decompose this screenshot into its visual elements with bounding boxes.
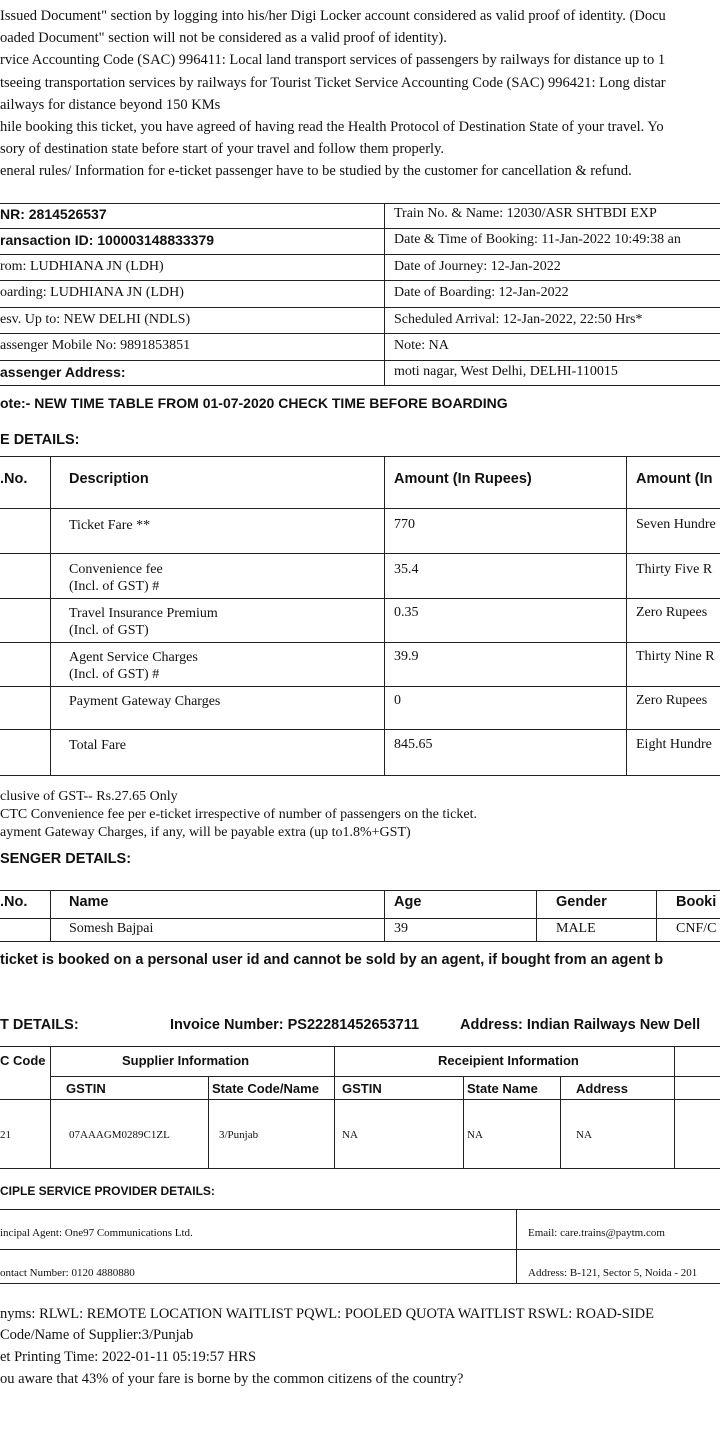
principal-contact: ontact Number: 0120 4880880 [0,1267,135,1279]
note-line: oaded Document" section will not be considered as a valid proof of identity). [0,30,447,46]
fare-col-description: Description [69,471,149,487]
fare-subsidy-note: ou aware that 43% of your fare is borne by the common citizens of the country? [0,1371,464,1387]
gst-sub-gstin: GSTIN [66,1081,106,1096]
fare-row-description: Travel Insurance Premium (Incl. of GST) [69,606,218,638]
fare-row-amount: 35.4 [394,562,419,577]
fare-total-amount: 845.65 [394,737,433,752]
printing-time: et Printing Time: 2022-01-11 05:19:57 HRS [0,1349,257,1365]
passenger-booking-status: CNF/C [676,921,717,936]
recipient-gstin: NA [342,1129,358,1141]
train-name: Train No. & Name: 12030/ASR SHTBDI EXP [394,206,657,221]
journey-note: Note: NA [394,338,449,353]
fare-row-description: Agent Service Charges (Incl. of GST) # [69,650,198,682]
principal-address: Address: B-121, Sector 5, Noida - 201 [528,1267,698,1279]
note-line: hile booking this ticket, you have agreed of having read the Health Protocol of Destination State of your travel. Yo [0,119,664,135]
recipient-address: NA [576,1129,592,1141]
timetable-note: ote:- NEW TIME TABLE FROM 01-07-2020 CHECK TIME BEFORE BOARDING [0,395,508,411]
fare-row-words: Zero Rupees [636,693,708,708]
boarding-station: oarding: LUDHIANA JN (LDH) [0,285,184,300]
fare-note: ayment Gateway Charges, if any, will be payable extra (up to1.8%+GST) [0,825,411,840]
fare-row-description: Payment Gateway Charges [69,694,221,709]
passenger-gender: MALE [556,921,596,936]
from-station: rom: LUDHIANA JN (LDH) [0,259,164,274]
passenger-address-label: assenger Address: [0,364,126,380]
passenger-address: moti nagar, West Delhi, DELHI-110015 [394,364,618,379]
resv-upto: esv. Up to: NEW DELHI (NDLS) [0,312,191,327]
passenger-mobile: assenger Mobile No: 9891853851 [0,338,191,353]
passenger-name: Somesh Bajpai [69,921,154,936]
fare-row-description: Convenience fee (Incl. of GST) # [69,562,163,594]
fare-row-description: Ticket Fare ** [69,518,151,533]
booking-time: Date & Time of Booking: 11-Jan-2022 10:49:38 an [394,232,681,247]
gst-col-supplier: Supplier Information [122,1053,250,1068]
fare-row-amount: 0 [394,693,401,708]
fare-total-words: Eight Hundre [636,737,712,752]
fare-row-words: Thirty Nine R [636,649,715,664]
boarding-date: Date of Boarding: 12-Jan-2022 [394,285,569,300]
fare-row-words: Zero Rupees [636,605,708,620]
recipient-state: NA [467,1129,483,1141]
fare-row-amount: 770 [394,517,415,532]
fare-row-words: Thirty Five R [636,562,713,577]
fare-note: CTC Convenience fee per e-ticket irrespective of number of passengers on the ticket. [0,807,477,822]
gst-address: Address: Indian Railways New Dell [460,1017,701,1033]
passenger-age: 39 [394,921,408,936]
note-line: tseeing transportation services by railways for Tourist Ticket Service Accounting Code (SAC) 996421: Long distar [0,75,666,91]
principal-email: Email: care.trains@paytm.com [528,1227,665,1239]
supplier-gstin: 07AAAGM0289C1ZL [69,1129,170,1141]
gst-sub-state: State Code/Name [212,1081,319,1096]
acronyms-note: nyms: RLWL: REMOTE LOCATION WAITLIST PQWL: POOLED QUOTA WAITLIST RSWL: ROAD-SIDE [0,1306,654,1322]
agent-warning: ticket is booked on a personal user id and cannot be sold by an agent, if bought from an agent b [0,952,664,968]
passenger-col-booking: Booki [676,894,717,910]
fare-col-sno: .No. [0,471,28,487]
note-line: sory of destination state before start of your travel and follow them properly. [0,141,444,157]
note-line: ailways for distance beyond 150 KMs [0,97,221,113]
passenger-col-sno: .No. [0,894,28,910]
scheduled-arrival: Scheduled Arrival: 12-Jan-2022, 22:50 Hrs* [394,312,643,327]
passenger-heading: SENGER DETAILS: [0,851,132,867]
passenger-col-age: Age [394,894,422,910]
gst-col-code: C Code [0,1053,46,1068]
transaction-id: ransaction ID: 100003148833379 [0,232,215,248]
note-line: rvice Accounting Code (SAC) 996411: Local land transport services of passengers by railways for distance up to 1 [0,52,666,68]
gst-heading: T DETAILS: [0,1017,79,1033]
principal-heading: CIPLE SERVICE PROVIDER DETAILS: [0,1184,215,1198]
passenger-col-gender: Gender [556,894,607,910]
note-line: Issued Document" section by logging into his/her Digi Locker account considered as valid proof of identity. (Docu [0,8,666,24]
fare-col-amount: Amount (In Rupees) [394,471,532,487]
journey-date: Date of Journey: 12-Jan-2022 [394,259,561,274]
pnr-number: NR: 2814526537 [0,206,107,222]
passenger-col-name: Name [69,894,109,910]
gst-sub-recipient-address: Address [576,1081,629,1096]
gst-sub-recipient-state: State Name [467,1081,538,1096]
gst-col-recipient: Receipient Information [438,1053,579,1068]
gst-sac-code: 21 [0,1129,11,1141]
supplier-state: 3/Punjab [219,1129,259,1141]
fare-heading: E DETAILS: [0,432,80,448]
supplier-state-note: Code/Name of Supplier:3/Punjab [0,1327,194,1343]
fare-row-description: Total Fare [69,738,126,753]
fare-col-amount-words: Amount (In [636,471,713,487]
principal-agent: incipal Agent: One97 Communications Ltd. [0,1227,193,1239]
gst-sub-recipient-gstin: GSTIN [342,1081,382,1096]
fare-note: clusive of GST-- Rs.27.65 Only [0,789,178,804]
fare-row-amount: 0.35 [394,605,419,620]
invoice-number: Invoice Number: PS22281452653711 [170,1017,420,1033]
fare-row-amount: 39.9 [394,649,419,664]
note-line: eneral rules/ Information for e-ticket passenger have to be studied by the customer for cancellation & refund. [0,163,632,179]
fare-row-words: Seven Hundre [636,517,716,532]
